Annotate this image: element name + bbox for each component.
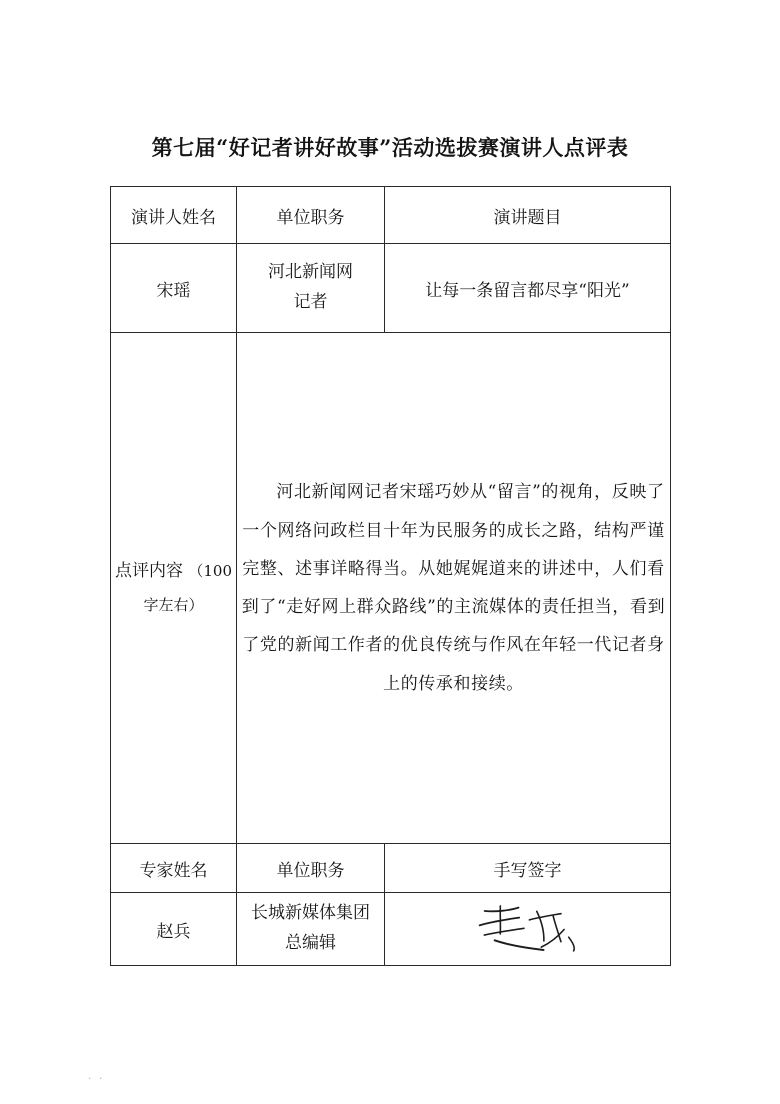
expert-name-value: 赵兵	[111, 893, 237, 966]
table-row	[111, 333, 671, 844]
review-table	[110, 186, 671, 966]
header-unit-position: 单位职务	[237, 187, 385, 244]
comment-label-cell	[111, 333, 237, 844]
speaker-name-value: 宋瑶	[111, 244, 237, 333]
comment-label-stack	[111, 554, 236, 622]
table-row	[111, 244, 671, 333]
header-speaker-name: 演讲人姓名	[111, 187, 237, 244]
header-expert-name: 专家姓名	[111, 844, 237, 893]
expert-unit-line-2: 总编辑	[285, 933, 336, 953]
speaker-unit-lines	[237, 258, 384, 318]
comment-text: 河北新闻网记者宋瑶巧妙从“留言”的视角，反映了一个网络问政栏目十年为民服务的成长之路，结构严谨完整、述事详略得当。从她娓娓道来的讲述中，人们看到了“走好网上群众路线”的主流媒体的责任担当，看到了党的新闻工作者的优良传统与作风在年轻一代记者身上的传承和接续。	[237, 333, 671, 844]
signature-area	[385, 893, 670, 965]
comment-label-main: 点评内容	[114, 561, 183, 581]
expert-unit-value	[237, 893, 385, 966]
table-row	[111, 187, 671, 244]
signature-cell	[385, 893, 671, 966]
header-speech-topic: 演讲题目	[385, 187, 671, 244]
speaker-unit-line-2: 记者	[293, 292, 328, 312]
handwritten-signature-icon	[466, 898, 589, 960]
table-row	[111, 844, 671, 893]
header-handwritten-signature: 手写签字	[385, 844, 671, 893]
table-row	[111, 893, 671, 966]
footer-mark: · ·	[88, 1072, 105, 1085]
page-title: 第七届“好记者讲好故事”活动选拔赛演讲人点评表	[151, 135, 629, 160]
speaker-unit-line-1: 河北新闻网	[268, 262, 353, 283]
expert-unit-line-1: 长城新媒体集团	[251, 903, 370, 924]
header-expert-unit: 单位职务	[237, 844, 385, 893]
comment-label-sub: （100 字左右）	[143, 562, 233, 614]
speech-topic-value: 让每一条留言都尽享“阳光”	[385, 244, 671, 333]
speaker-unit-value	[237, 244, 385, 333]
expert-unit-lines	[237, 899, 384, 959]
